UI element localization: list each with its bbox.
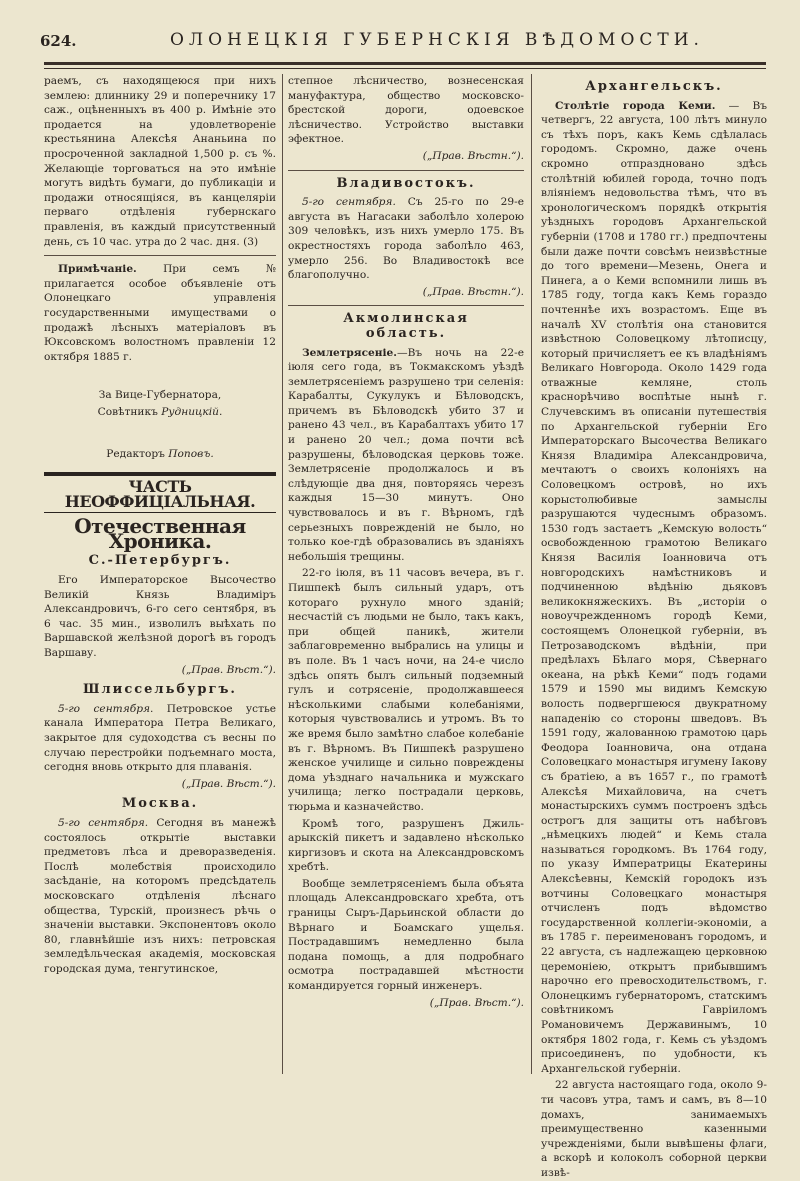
- moscow-text: Сегодня въ манежѣ состоялось открытіе выставки предметовъ лѣса и древоразведенія. Послѣ молебствія происходило засѣданіе, на которомъ предсѣдатель московскаго отдѣленія лѣснаго общества, Турскій, произнесъ рѣчь о значеніи выставки. Экспонентовъ около 80, главнѣйшіе изъ нихъ: петровская земледѣльческая академія, московская городская дума, тенгутинское,: [44, 816, 276, 975]
- page-number: 624.: [40, 32, 77, 50]
- heading-shlisselburg: Шлиссельбургъ.: [83, 682, 237, 698]
- sale-notice: [44, 74, 276, 249]
- vladivostok-text: Съ 25-го по 29-е августа въ Нагасаки заболѣло холерою 309 человѣкъ, изъ нихъ умерло 175. Въ окрестностяхъ города заболѣло 463, умерло 256. Во Владивостокѣ все благополучно.: [288, 196, 524, 282]
- date: 5-го сентября.: [58, 816, 149, 829]
- vice-governor-line: За Вице-Губернатора,: [98, 389, 222, 402]
- editor-name: Поповъ.: [168, 448, 214, 461]
- heading-akmolinsk: Акмолинская: [343, 311, 469, 327]
- heading-oblast: область.: [365, 325, 447, 341]
- column-divider: [531, 74, 532, 1074]
- editor-title: Редакторъ: [106, 448, 165, 461]
- councillor-name: Рудницкій.: [161, 405, 223, 418]
- dzhil-aryk-paragraph: Кромѣ того, разрушенъ Джиль-арыкскій пикетъ и задавлено нѣсколько киргизовъ и скота на Александровскомъ хребтѣ.: [288, 817, 524, 874]
- notice-number: (3): [243, 235, 259, 248]
- page-header: [40, 24, 765, 60]
- earthquake-text: —Въ ночь на 22-е іюля сего года, въ Токмакскомъ уѣздѣ землетрясеніемъ разрушено три селенія: Карабалты, Сукулукъ и Бѣловодскъ, причемъ въ Бѣловодскѣ убито 37 и ранено 43 чел., въ Карабалтахъ убито 17 и ранено 20 чел.; дома почти всѣ разрушены, бѣловодская церковь тоже. Землетрясеніе продолжалось и въ слѣдующіе два дня, повторяясь черезъ каждыя 15—30 минутъ. Оно чувствовалось и въ г. Вѣрномъ, гдѣ серьезныхъ поврежденій не было, но только кое-гдѣ образовались въ зданіяхъ небольшія трещины.: [288, 346, 524, 563]
- note-paragraph: [44, 262, 276, 364]
- column-3: [541, 74, 767, 1179]
- st-petersburg-text: Его Императорское Высочество Великій Князь Владиміръ Александровичъ, 6-го сего сентября, въ 6 час. 35 мин., изволилъ выѣхать по Варшавской желѣзной дорогѣ въ городъ Варшаву.: [44, 574, 276, 659]
- kem-celebration-paragraph: 22 августа настоящаго года, около 9-ти часовъ утра, тамъ и самъ, въ 8—10 домахъ, занимаемыхъ преимущественно казенными учрежденіями, были вывѣшены флаги, а вскорѣ и колоколъ соборной церкви извѣ-: [541, 1079, 767, 1179]
- pishpek-paragraph: 22-го іюля, въ 11 часовъ вечера, въ г. Пишпекѣ былъ сильный ударъ, отъ котораго рухнуло много зданій; несчастій съ людьми не было, такъ какъ, при общей паникѣ, жители заблаговременно выбрались на улицы и въ поле. Въ 1 часъ ночи, на 24-е число здѣсь опять былъ сильный подземный гулъ и сотрясеніе, продолжавшееся нѣсколькими слабыми колебаніями, которыя чувствовались и утромъ. Въ то же время было замѣтно слабое колебаніе въ г. Вѣрномъ. Въ Пишпекѣ разрушено женское училище и сильно повреждены дома уѣзднаго начальника и мужскаго училища; легко пострадали церковь, тюрьма и казначейство.: [288, 567, 524, 813]
- shlisselburg-text: Петровское устье канала Императора Петра Великаго, закрытое для судоходства съ весны по случаю перестройки подъемнаго моста, сегодня вновь открыто для плаванія.: [44, 702, 276, 774]
- divider: [288, 305, 524, 306]
- councillor-title: Совѣтникъ: [97, 405, 158, 418]
- source-citation: („Прав. Вѣст.“).: [181, 663, 276, 676]
- editor-line: [44, 447, 276, 462]
- note-text: При семъ № прилагается особое объявленіе отъ Олонецкаго управленія государственными имуществами о продажѣ лѣсныхъ матеріаловъ въ Юксовскомъ волостномъ правленіи 12 октября 1885 г.: [44, 263, 276, 363]
- shlisselburg-paragraph: [44, 702, 276, 775]
- column-2: [288, 74, 524, 1084]
- heading-st-petersburg: С.-Петербургъ.: [88, 553, 232, 569]
- chronicle-heading: Отечественная Хроника.: [74, 514, 246, 553]
- kem-text: — Въ четвергъ, 22 августа, 100 лѣтъ минуло съ тѣхъ поръ, какъ Кемь сдѣлалась городомъ. Скромно, даже очень скромно отпраздновано здѣсь столѣтній юбилей города, точно подъ вліяніемъ недовольства тѣмъ, что въ хронологическомъ порядкѣ открытія уѣздныхъ городовъ Архангельской губерніи (1708 и 1780 гг.) предпочтены были даже почти совсѣмъ неизвѣстные до того времени—Мезень, Онега и Пинега, а о Кеми вспомнили лишь въ 1785 году, тогда какъ Кемь гораздо почтеннѣе ихъ возрастомъ. Еще въ началѣ XV столѣтія она становится извѣстною Соловецкому лѣтописцу, который причисляетъ ее къ владѣніямъ Великаго Новгорода. Около 1429 года отважные кемляне, столь краснорѣчиво воспѣтые нынѣ г. Случевскимъ въ описаніи путешествія по Архангельской губерніи Его Императорскаго Высочества Великаго Князя Владиміра Александровича, мечтаютъ о своихъ колоніяхъ на Соловецкомъ островѣ, но ихъ корыстолюбивые замыслы разрушаются чудеснымъ образомъ. 1530 годъ застаетъ „Кемскую волость“ освобожденною грамотою Великаго Князя Василія Іоанновича отъ новгородскихъ намѣстниковъ и подчиненною вѣдѣнію дьяковъ великокняжескихъ. Въ „исторіи о новоучрежденномъ городѣ Кеми, состоящемъ Олонецкой губерніи, въ Петрозаводскомъ вѣдѣніи, при предѣлахъ Бѣлаго моря, Сѣвернаго океана, на рѣкѣ Кеми“ подъ годами 1579 и 1590 мы видимъ Кемскую волость подвергшеюся двукратному нападенію со стороны шведовъ. Въ 1591 году, жалованною грамотою царь Феодора Іоанновича, она отдана Соловецкаго монастыря игумену Іакову съ братіею, а въ 1657 г., по грамотѣ Алексѣя Михайловича, на счетъ монастырскихъ суммъ построенъ здѣсь острогъ для защиты отъ набѣговъ „нѣмецкихъ людей“ и Кемь стала называться городкомъ. Въ 1764 году, по указу Императрицы Екатерины Алексѣевны, Кемскій городокъ изъ вотчины Соловецкаго монастыря отчисленъ подъ вѣдомство государственной коллегіи-экономіи, а въ 1785 г. переименованъ городомъ, и 22 августа, съ надлежащею церковною церемоніею, открытъ прибывшимъ нарочно его превосходительствомъ, г. Олонецкимъ губернаторомъ, статскимъ совѣтникомъ Гавріиломъ Романовичемъ Державинымъ, 10 октября 1802 года, г. Кемь съ уѣздомъ присоединенъ, по удобности, къ Архангельской губерніи.: [541, 99, 767, 1075]
- header-rule: [44, 62, 766, 69]
- vladivostok-paragraph: [288, 195, 524, 283]
- sale-text: раемъ, съ находящеюся при нихъ землею: длиннику 29 и поперечнику 17 саж., оцѣненныхъ въ 400 р. Имѣніе это продается на удовлетвореніе крестьянина Алексѣя Ананьина по просроченной закладной 1,500 р. съ %. Желающіе торговаться на это имѣніе могутъ видѣть бумаги, до публикаціи и продажи относящіяся, въ канцеляріи перваго отдѣленія губернскаго правленія, въ каждый присутственный день, съ 10 час. утра до 2 час. дня.: [44, 75, 276, 248]
- date: 5-го сентября.: [58, 702, 154, 715]
- newspaper-title: ОЛОНЕЦКІЯ ГУБЕРНСКІЯ ВѢДОМОСТИ.: [170, 30, 704, 50]
- earthquake-label: Землетрясеніе.: [302, 346, 397, 359]
- earthquake-area-paragraph: Вообще землетрясеніемъ была объята площадь Александровскаго хребта, отъ границы Сыръ-Дарьинской области до Вѣрнаго и Боамскаго ущелья. Пострадавшимъ немедленно была подана помощь, а для подробнаго осмотра пострадавшей мѣстности командируется горный инженеръ.: [288, 877, 524, 993]
- moscow-paragraph: [44, 816, 276, 977]
- source-citation: („Прав. Вѣстн.“).: [422, 149, 524, 162]
- heading-arkhangelsk: Архангельскъ.: [585, 79, 723, 94]
- date: 5-го сентября.: [302, 196, 396, 209]
- source-citation: („Прав. Вѣст.“).: [429, 996, 524, 1009]
- kem-label: Столѣтіе города Кеми.: [555, 99, 716, 112]
- heading-vladivostok: Владивостокъ.: [336, 175, 476, 191]
- section-heading: ЧАСТЬ НЕОФФИЦІАЛЬНАЯ.: [44, 472, 276, 513]
- source-citation: („Прав. Вѣст.“).: [181, 777, 276, 790]
- column-1: [44, 74, 276, 1084]
- source-citation: („Прав. Вѣстн.“).: [422, 285, 524, 298]
- councillor-line: [44, 405, 276, 420]
- divider: [44, 255, 276, 256]
- divider: [288, 170, 524, 171]
- column-divider: [282, 74, 283, 1074]
- note-label: Примѣчаніе.: [58, 263, 137, 276]
- kem-paragraph: [541, 99, 767, 1077]
- moscow-continued: степное лѣсничество, вознесенская мануфактура, общество московско-брестской дороги, одоевское лѣсничество. Устройство выставки эфектное.: [288, 75, 524, 146]
- heading-moscow: Москва.: [121, 796, 199, 812]
- earthquake-paragraph: [288, 346, 524, 565]
